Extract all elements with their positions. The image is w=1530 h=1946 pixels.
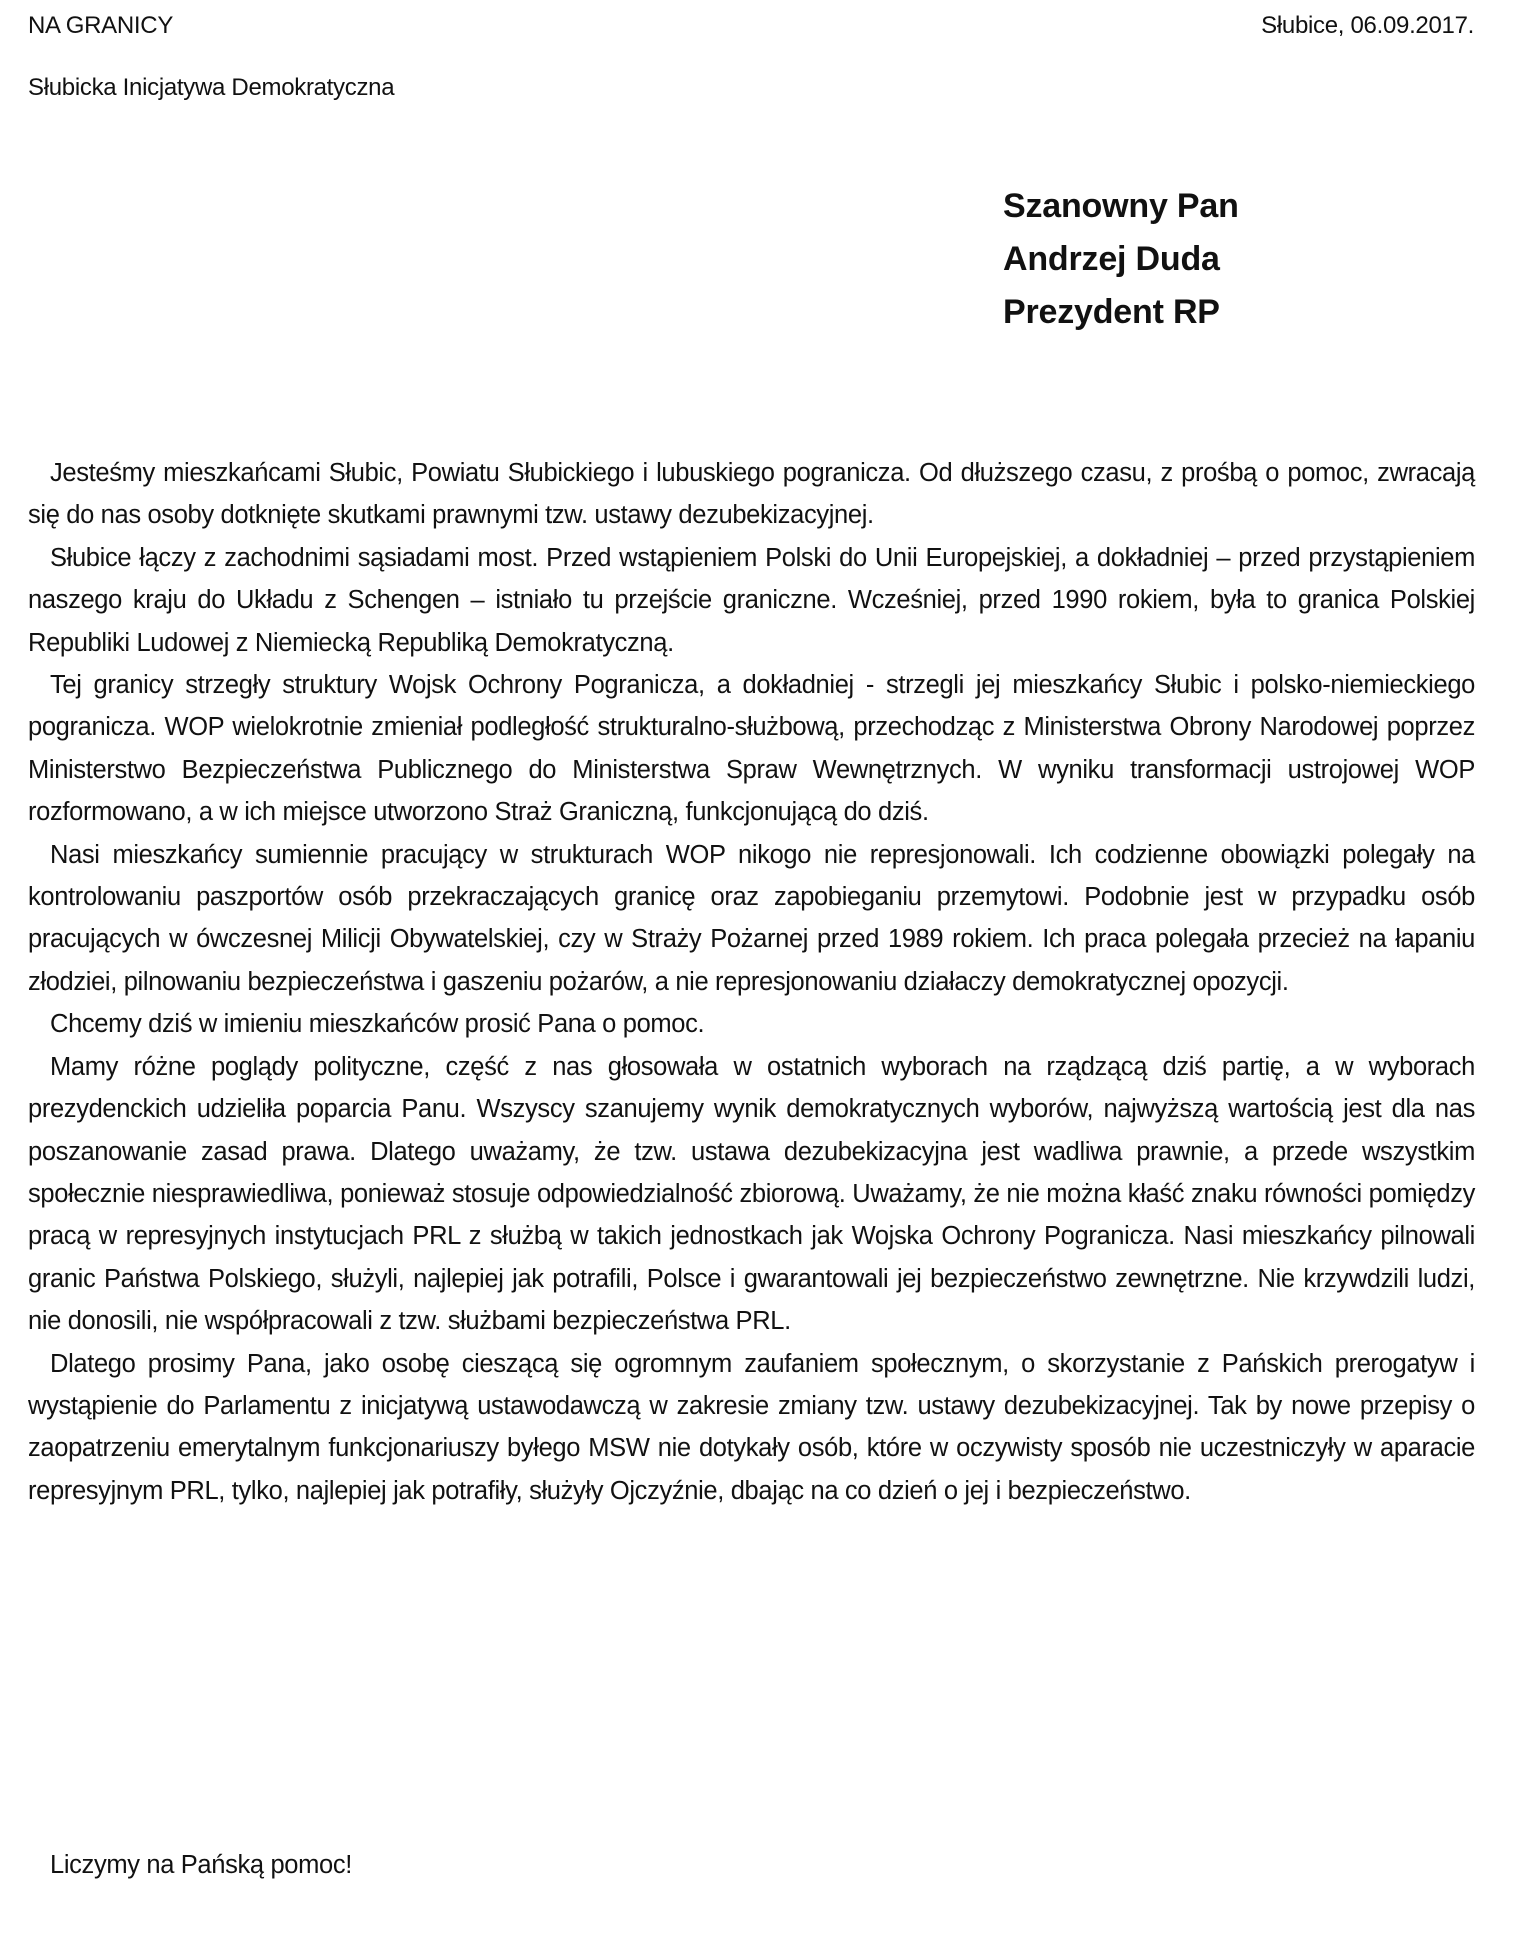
addressee-name: Andrzej Duda bbox=[1003, 240, 1220, 278]
place-and-date: Słubice, 06.09.2017. bbox=[1261, 12, 1474, 39]
addressee-salutation: Szanowny Pan bbox=[1003, 187, 1239, 225]
paragraph: Mamy różne poglądy polityczne, część z nas głosowała w ostatnich wyborach na rządzącą dziś partię, a w wyborach prezydenckich udzieliła poparcia Panu. Wszyscy szanujemy wynik demokratycznych wyborów, najwyższą wartością jest dla nas poszanowanie zasad prawa. Dlatego uważamy, że tzw. ustawa dezubekizacyjna jest wadliwa prawnie, a przede wszystkim społecznie niesprawiedliwa, ponieważ stosuje odpowiedzialność zbiorową. Uważamy, że nie można kłaść znaku równości pomiędzy pracą w represyjnych instytucjach PRL z służbą w takich jednostkach jak Wojska Ochrony Pogranicza. Nasi mieszkańcy pilnowali granic Państwa Polskiego, służyli, najlepiej jak potrafili, Polsce i gwarantowali jej bezpieczeństwo zewnętrzne. Nie krzywdzili ludzi, nie donosili, nie współpracowali z tzw. służbami bezpieczeństwa PRL. bbox=[28, 1052, 1475, 1336]
paragraph: Dlatego prosimy Pana, jako osobę cieszącą się ogromnym zaufaniem społecznym, o skorzystanie z Pańskich prerogatyw i wystąpienie do Parlamentu z inicjatywą ustawodawczą w zakresie zmiany tzw. ustawy dezubekizacyjnej. Tak by nowe przepisy o zaopatrzeniu emerytalnym funkcjonariuszy byłego MSW nie dotykały osób, które w oczywisty sposób nie uczestniczyły w aparacie represyjnym PRL, tylko, najlepiej jak potrafiły, służyły Ojczyźnie, dbając na co dzień o jej i bezpieczeństwo. bbox=[28, 1349, 1475, 1505]
addressee-title: Prezydent RP bbox=[1003, 293, 1220, 331]
paragraph: Tej granicy strzegły struktury Wojsk Ochrony Pogranicza, a dokładniej - strzegli jej mieszkańcy Słubic i polsko-niemieckiego pogranicza. WOP wielokrotnie zmieniał podległość strukturalno-służbową, przechodząc z Ministerstwa Obrony Narodowej poprzez Ministerstwo Bezpieczeństwa Publicznego do Ministerstwa Spraw Wewnętrznych. W wyniku transformacji ustrojowej WOP rozformowano, a w ich miejsce utworzono Straż Graniczną, funkcjonującą do dziś. bbox=[28, 671, 1475, 827]
paragraph: Jesteśmy mieszkańcami Słubic, Powiatu Słubickiego i lubuskiego pogranicza. Od dłuższego czasu, z prośbą o pomoc, zwracają się do nas osoby dotknięte skutkami prawnymi tzw. ustawy dezubekizacyjnej. bbox=[28, 459, 1475, 530]
organization-subtitle: Słubicka Inicjatywa Demokratyczna bbox=[28, 74, 395, 101]
closing-line: Liczymy na Pańską pomoc! bbox=[50, 1851, 352, 1879]
paragraph: Chcemy dziś w imieniu mieszkańców prosić Pana o pomoc. bbox=[50, 1010, 705, 1039]
paragraph: Nasi mieszkańcy sumiennie pracujący w strukturach WOP nikogo nie represjonowali. Ich codzienne obowiązki polegały na kontrolowaniu paszportów osób przekraczających granicę oraz zapobieganiu przemytowi. Podobnie jest w przypadku osób pracujących w ówczesnej Milicji Obywatelskiej, czy w Straży Pożarnej przed 1989 rokiem. Ich praca polegała przecież na łapaniu złodziei, pilnowaniu bezpieczeństwa i gaszeniu pożarów, a nie represjonowaniu działaczy demokratycznej opozycji. bbox=[28, 840, 1475, 996]
organization-name: NA GRANICY bbox=[28, 12, 174, 39]
letter-body bbox=[28, 452, 1475, 1512]
paragraph: Słubice łączy z zachodnimi sąsiadami most. Przed wstąpieniem Polski do Unii Europejskiej, a dokładniej – przed przystąpieniem naszego kraju do Układu z Schengen – istniało tu przejście graniczne. Wcześniej, przed 1990 rokiem, była to granica Polskiej Republiki Ludowej z Niemiecką Republiką Demokratyczną. bbox=[28, 543, 1475, 657]
addressee-block bbox=[1003, 180, 1239, 339]
